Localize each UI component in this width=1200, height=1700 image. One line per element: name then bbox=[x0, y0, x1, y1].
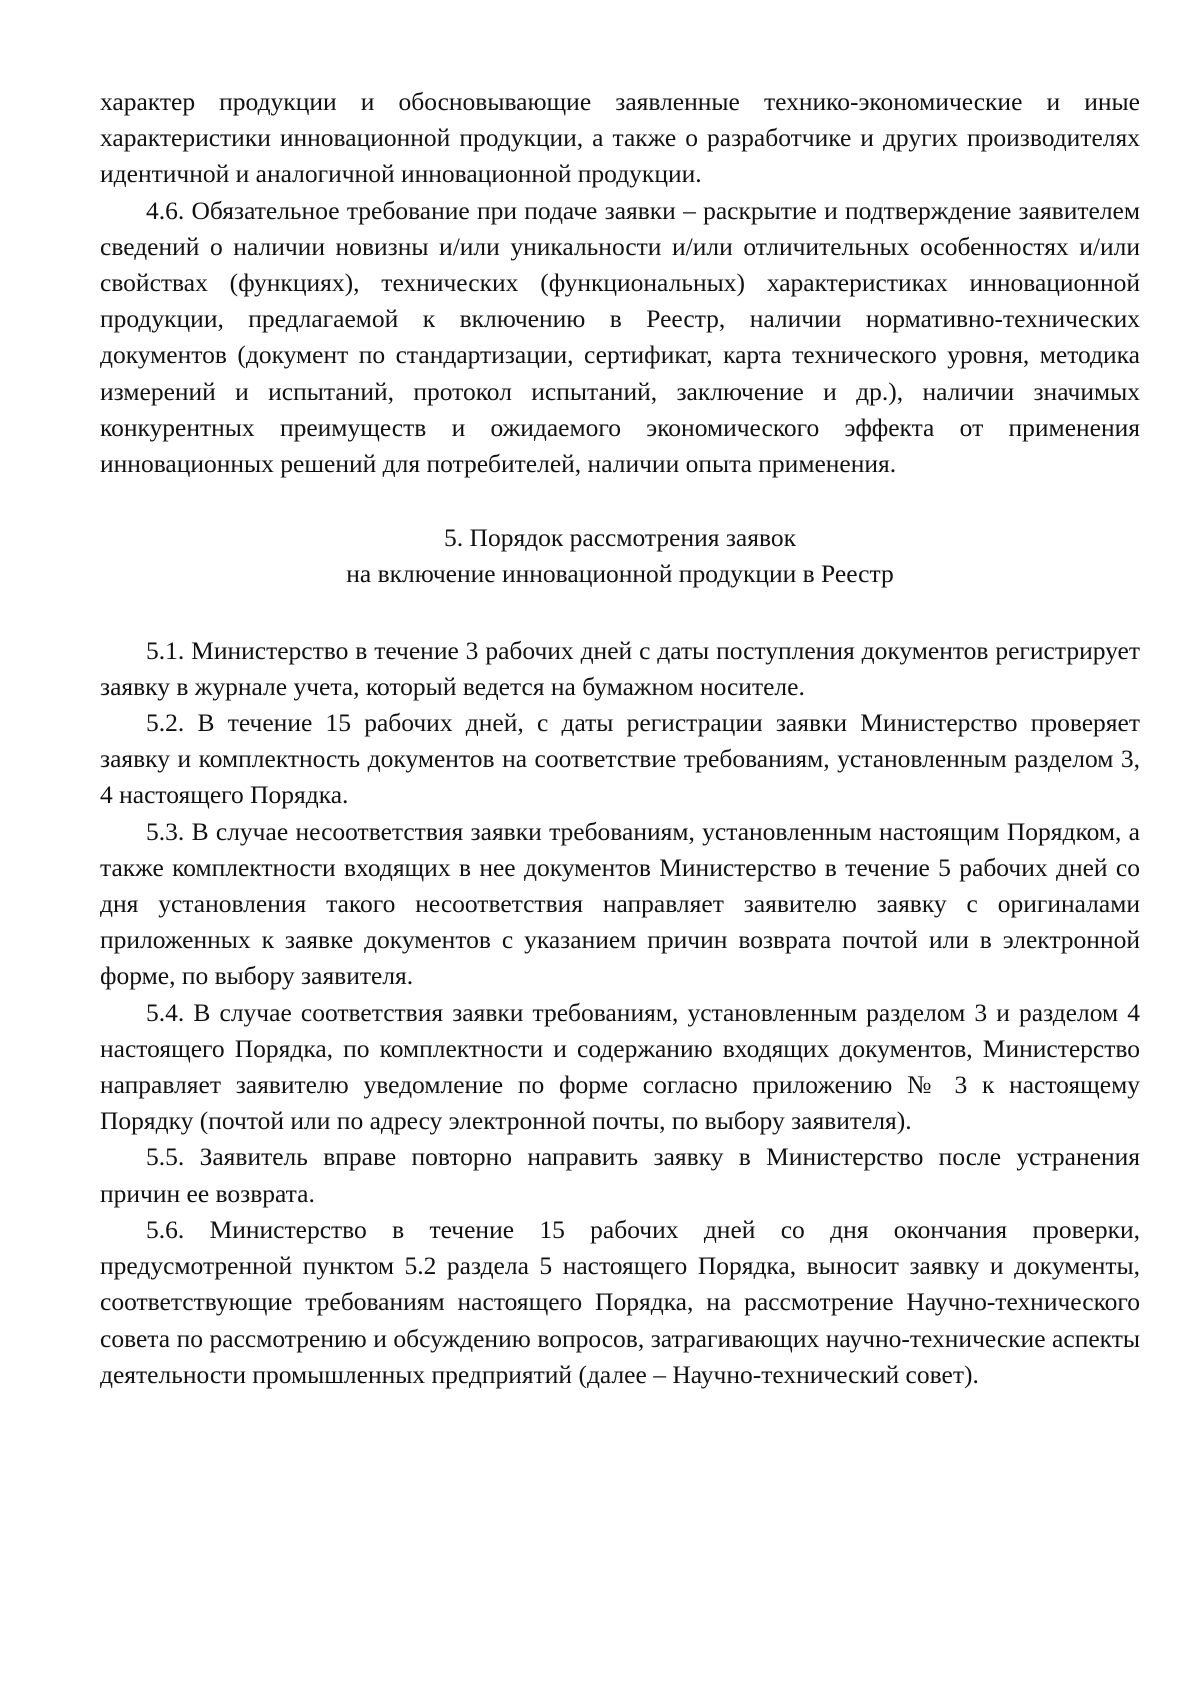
paragraph-5-4: 5.4. В случае соответствия заявки требованиям, установленным разделом 3 и разделом 4 настоящего Порядка, по комплектности и содержанию входящих документов, Министерство направляет заявителю уведомление по форме согласно приложению № 3 к настоящему Порядку (почтой или по адресу электронной почты, по выбору заявителя). bbox=[100, 997, 1140, 1136]
section-5-heading-line-2: на включение инновационной продукции в Реестр bbox=[346, 559, 894, 589]
intro-paragraph: характер продукции и обосновывающие заявленные технико-экономические и иные характеристики инновационной продукции, а также о разработчике и других производителях идентичной и аналогичной инновационной продукции. bbox=[100, 87, 1140, 189]
paragraph-5-5: 5.5. Заявитель вправе повторно направить заявку в Министерство после устранения причин ее возврата. bbox=[100, 1142, 1140, 1208]
paragraph-5-2: 5.2. В течение 15 рабочих дней, с даты регистрации заявки Министерство проверяет заявку и комплектность документов на соответствие требованиям, установленным разделом 3, 4 настоящего Порядка. bbox=[100, 708, 1140, 810]
section-5-heading-line-1: 5. Порядок рассмотрения заявок bbox=[444, 523, 796, 553]
paragraph-5-3: 5.3. В случае несоответствия заявки требованиям, установленным настоящим Порядком, а также комплектности входящих в нее документов Министерство в течение 5 рабочих дней со дня установления такого несоответствия направляет заявителю заявку с оригиналами приложенных к заявке документов с указанием причин возврата почтой или в электронной форме, по выбору заявителя. bbox=[100, 816, 1140, 991]
paragraph-5-6: 5.6. Министерство в течение 15 рабочих дней со дня окончания проверки, предусмотренной пунктом 5.2 раздела 5 настоящего Порядка, выносит заявку и документы, соответствующие требованиям настоящего Порядка, на рассмотрение Научно-технического совета по рассмотрению и обсуждению вопросов, затрагивающих научно-технические аспекты деятельности промышленных предприятий (далее – Научно-технический совет). bbox=[100, 1214, 1140, 1389]
paragraph-5-1: 5.1. Министерство в течение 3 рабочих дней с даты поступления документов регистрирует заявку в журнале учета, который ведется на бумажном носителе. bbox=[100, 635, 1140, 701]
section-5-heading bbox=[100, 520, 1140, 592]
paragraph-4-6: 4.6. Обязательное требование при подаче заявки – раскрытие и подтверждение заявителем сведений о наличии новизны и/или уникальности и/или отличительных особенностях и/или свойствах (функциях), технических (функциональных) характеристиках инновационной продукции, предлагаемой к включению в Реестр, наличии нормативно-технических документов (документ по стандартизации, сертификат, карта технического уровня, методика измерений и испытаний, протокол испытаний, заключение и др.), наличии значимых конкурентных преимуществ и ожидаемого экономического эффекта от применения инновационных решений для потребителей, наличии опыта применения. bbox=[100, 195, 1140, 479]
